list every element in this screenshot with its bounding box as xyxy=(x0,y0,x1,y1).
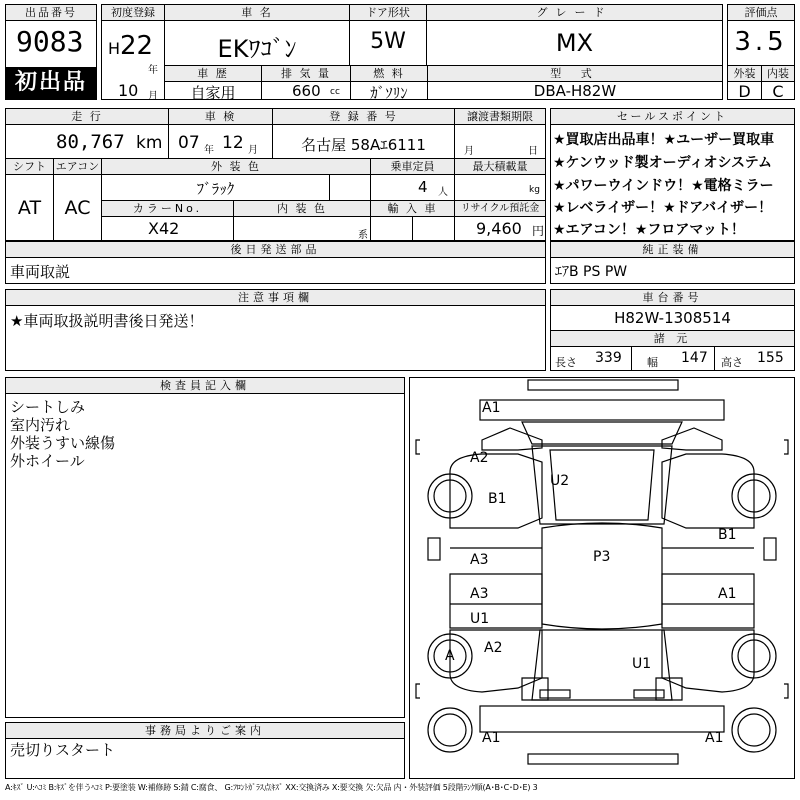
height-label: 高さ xyxy=(721,356,743,369)
int-color-label: 内 装 色 xyxy=(234,201,370,216)
car-outline-diagram xyxy=(410,378,794,778)
shift-value: AT xyxy=(17,197,42,219)
damage-mark: A2 xyxy=(484,640,503,656)
legend-text: A:ｷｽﾞ U:ﾍｺﾐ B:ｷｽﾞを伴うﾍｺﾐ P:要塗装 W:補修跡 S:錆 C:腐食、 G:ﾌﾛﾝﾄｶﾞﾗｽ点ｷｽﾞ XX:交換済み X:要交換 欠:欠品 内・外装評価 5段階ﾗﾝｸ順(A･B･C･D･E) 3 xyxy=(5,783,538,792)
int-grade: C xyxy=(772,82,784,101)
office-box xyxy=(5,722,405,779)
chassis-box xyxy=(550,289,795,371)
seats-label: 乗車定員 xyxy=(371,159,454,174)
width-value: 147 xyxy=(681,350,708,366)
score: 3.5 xyxy=(734,27,788,57)
inspect-year: 07 xyxy=(178,133,200,153)
inspect-label: 車 検 xyxy=(169,109,272,124)
sales-points-box xyxy=(550,108,795,241)
notes-value: ★車両取扱説明書後日発送！ xyxy=(10,312,204,330)
equipment-value: ｴｱB PS PW xyxy=(555,264,628,280)
equipment-label: 純正装備 xyxy=(551,242,794,257)
grade: MX xyxy=(555,29,594,57)
damage-mark: P3 xyxy=(593,549,611,565)
load-unit: kg xyxy=(529,185,540,195)
first-listing-badge xyxy=(6,67,96,99)
chassis-number: H82W-1308514 xyxy=(614,309,731,327)
sales-point-line: ★買取店出品車！★ユーザー買取車 xyxy=(553,132,775,148)
int-label: 内装 xyxy=(762,66,794,81)
damage-mark: B1 xyxy=(718,527,737,543)
damage-diagram xyxy=(409,377,795,779)
mileage: 80,767 xyxy=(56,131,125,153)
sales-point-line: ★エアコン！★フロアマット！ xyxy=(553,222,745,238)
sales-points-label: セールスポイント xyxy=(551,109,794,124)
details-box xyxy=(5,108,546,241)
disp-unit: cc xyxy=(330,87,340,97)
score-label: 評価点 xyxy=(728,5,794,20)
seats-unit: 人 xyxy=(438,187,448,198)
lot-label: 出品番号 xyxy=(6,5,96,20)
inspector-note: 外装うすい線傷 xyxy=(10,434,116,452)
width-label: 幅 xyxy=(647,356,658,369)
transfer-label: 譲渡書類期限 xyxy=(455,109,545,124)
lot-number: 9083 xyxy=(16,25,84,58)
plate-label: 登 録 番 号 xyxy=(273,109,454,124)
damage-mark: U2 xyxy=(550,473,570,489)
later-parts-box xyxy=(5,241,546,284)
notes-box xyxy=(5,289,546,371)
fuel: ｶﾞｿﾘﾝ xyxy=(370,84,408,102)
damage-mark: A1 xyxy=(482,400,501,416)
transfer-month-unit: 月 xyxy=(464,146,474,157)
import-label: 輸 入 車 xyxy=(371,201,454,216)
fuel-label: 燃 料 xyxy=(351,66,427,81)
era: H xyxy=(108,39,121,58)
disp-label: 排 気 量 xyxy=(262,66,350,81)
equipment-box xyxy=(550,241,795,284)
lot-box xyxy=(5,4,97,100)
score-box xyxy=(727,4,795,100)
specs-label: 諸 元 xyxy=(551,331,794,346)
recycle-unit: 円 xyxy=(532,224,545,238)
damage-mark: U1 xyxy=(470,611,490,627)
history-label: 車 歴 xyxy=(165,66,261,81)
sales-point-line: ★ケンウッド製オーディオシステム xyxy=(553,155,773,171)
inspector-note: 室内汚れ xyxy=(10,416,71,434)
door-type: 5W xyxy=(370,29,406,54)
office-label: 事務局よりご案内 xyxy=(6,723,404,738)
inspector-label: 検査員記入欄 xyxy=(6,378,404,393)
later-parts-label: 後日発送部品 xyxy=(6,242,545,257)
later-parts-value: 車両取説 xyxy=(10,263,71,281)
length-value: 339 xyxy=(595,350,622,366)
notes-label: 注意事項欄 xyxy=(6,290,545,305)
ac-label: エアコン xyxy=(55,160,100,173)
reg-year: 22 xyxy=(120,31,154,61)
sales-point-line: ★レベライザー！★ドアバイザー！ xyxy=(553,200,773,216)
damage-mark: A3 xyxy=(470,552,489,568)
length-label: 長さ xyxy=(555,356,577,369)
history: 自家用 xyxy=(190,84,236,102)
chassis-label: 車台番号 xyxy=(551,290,794,305)
damage-mark: A1 xyxy=(718,586,737,602)
inspector-note: 外ホイール xyxy=(10,452,85,470)
first-listing-text: 初出品 xyxy=(14,70,87,95)
shift-label: シフト xyxy=(6,159,53,174)
transfer-day-unit: 日 xyxy=(528,146,538,157)
inspect-year-unit: 年 xyxy=(204,145,214,156)
int-color-unit: 系 xyxy=(358,230,368,241)
height-value: 155 xyxy=(757,350,784,366)
damage-mark: A1 xyxy=(482,730,501,746)
seats: 4 xyxy=(418,178,428,196)
inspector-box xyxy=(5,377,405,718)
mileage-label: 走 行 xyxy=(6,109,168,124)
damage-mark: B1 xyxy=(488,491,507,507)
ext-grade: D xyxy=(738,82,751,101)
displacement: 660 xyxy=(292,82,321,100)
name-label: 車 名 xyxy=(165,5,349,20)
damage-mark: A1 xyxy=(705,730,724,746)
reg-month: 10 xyxy=(118,81,139,100)
year-unit: 年 xyxy=(148,65,158,76)
reg-label: 初度登録 xyxy=(102,5,164,20)
exterior-color: ﾌﾞﾗｯｸ xyxy=(196,180,235,198)
door-label: ドア形状 xyxy=(350,5,426,20)
car-name: EKﾜｺﾞﾝ xyxy=(217,35,297,63)
plate-number: 名古屋 58Aｴ6111 xyxy=(301,136,426,154)
damage-mark: U1 xyxy=(632,656,652,672)
sales-point-line: ★パワーウインドウ！★電格ミラー xyxy=(553,178,774,194)
mileage-unit: km xyxy=(136,133,163,153)
recycle-label: リサイクル預託金 xyxy=(455,201,545,216)
model-label: 型 式 xyxy=(428,66,722,81)
load-label: 最大積載量 xyxy=(455,159,545,174)
ext-label: 外装 xyxy=(728,66,761,81)
vehicle-info-box xyxy=(101,4,723,100)
inspect-month-unit: 月 xyxy=(248,145,258,156)
model-code: DBA-H82W xyxy=(533,82,617,100)
ac-value: AC xyxy=(64,197,91,219)
color-no-label: カラーNo. xyxy=(102,201,233,216)
inspector-note: シートしみ xyxy=(10,398,86,416)
color-label: 外 装 色 xyxy=(102,159,370,174)
inspect-month: 12 xyxy=(222,133,244,153)
grade-label: グレード xyxy=(427,5,722,20)
damage-mark: A3 xyxy=(470,586,489,602)
office-note: 売切りスタート xyxy=(10,741,116,759)
month-unit: 月 xyxy=(148,91,158,102)
color-number: X42 xyxy=(148,219,180,238)
damage-mark: A xyxy=(445,648,455,664)
recycle-fee: 9,460 xyxy=(476,219,522,238)
damage-mark: A2 xyxy=(470,450,489,466)
